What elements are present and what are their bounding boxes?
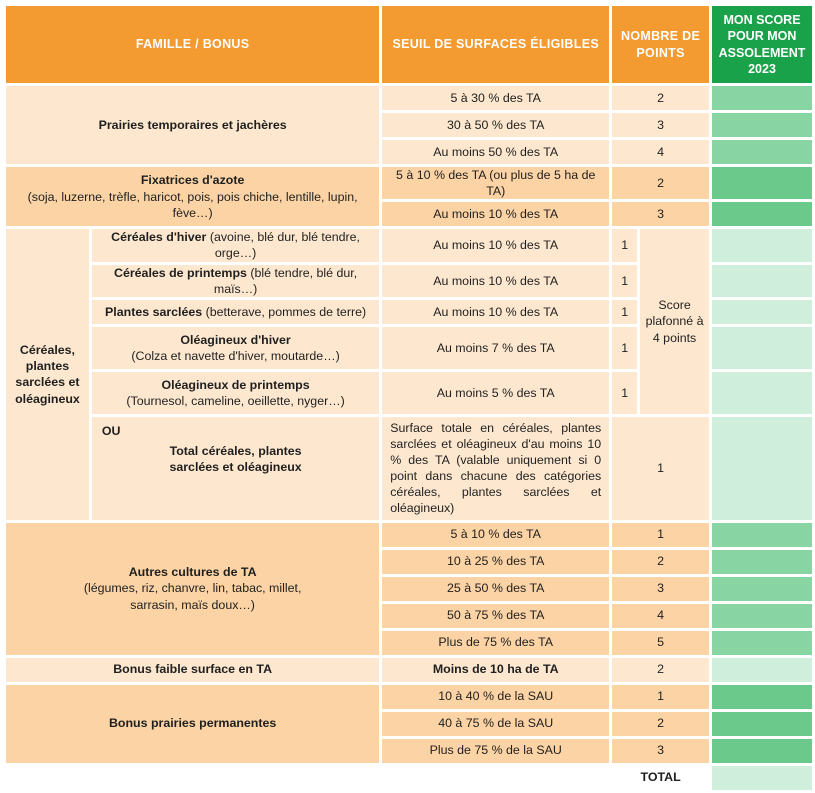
points-cell: 3 — [612, 113, 709, 137]
cap-note: Score plafonné à 4 points — [640, 229, 709, 414]
score-input-cell[interactable] — [712, 685, 812, 709]
total-spacer — [6, 766, 609, 790]
points-cell: 1 — [612, 265, 637, 297]
total-score-cell[interactable] — [712, 766, 812, 790]
seuil-cell: Au moins 50 % des TA — [382, 140, 609, 164]
cereales-item — [92, 229, 379, 261]
score-input-cell[interactable] — [712, 658, 812, 682]
table-row — [6, 417, 812, 520]
points-cell: 2 — [612, 550, 709, 574]
points-cell: 1 — [612, 685, 709, 709]
cereales-item — [92, 300, 379, 324]
seuil-cell: 30 à 50 % des TA — [382, 113, 609, 137]
seuil-cell: 50 à 75 % des TA — [382, 604, 609, 628]
score-input-cell[interactable] — [712, 167, 812, 199]
fixatrices-label — [6, 167, 379, 226]
header-points: NOMBRE DE POINTS — [612, 6, 709, 83]
score-input-cell[interactable] — [712, 523, 812, 547]
score-input-cell[interactable] — [712, 327, 812, 369]
total-row — [6, 766, 812, 790]
cereales-total-item — [92, 417, 379, 520]
score-input-cell[interactable] — [712, 300, 812, 324]
seuil-cell: Plus de 75 % des TA — [382, 631, 609, 655]
table-row — [6, 685, 812, 709]
total-label: TOTAL — [612, 766, 709, 790]
fixatrices-title: Fixatrices d'azote — [140, 173, 245, 188]
score-table — [3, 3, 815, 793]
score-input-cell[interactable] — [712, 417, 812, 520]
points-cell: 2 — [612, 167, 709, 199]
points-cell: 5 — [612, 631, 709, 655]
points-cell: 3 — [612, 577, 709, 601]
bonus-faible-label: Bonus faible surface en TA — [6, 658, 379, 682]
table-row — [6, 167, 812, 199]
bonus-prairies-label: Bonus prairies permanentes — [6, 685, 379, 763]
seuil-cell: 10 à 40 % de la SAU — [382, 685, 609, 709]
points-cell: 2 — [612, 712, 709, 736]
prairies-label: Prairies temporaires et jachères — [6, 86, 379, 164]
points-cell: 4 — [612, 604, 709, 628]
score-input-cell[interactable] — [712, 550, 812, 574]
points-cell: 2 — [612, 86, 709, 110]
score-input-cell[interactable] — [712, 140, 812, 164]
score-input-cell[interactable] — [712, 372, 812, 414]
item-name: Céréales de printemps — [114, 265, 247, 280]
table-row — [6, 523, 812, 547]
header-seuil: SEUIL DE SURFACES ÉLIGIBLES — [382, 6, 609, 83]
item-name: Total céréales, plantes sarclées et oléagineux — [169, 443, 302, 474]
table-row — [6, 229, 812, 261]
seuil-cell: Surface totale en céréales, plantes sarclées et oléagineux d'au moins 10 % des TA (valable uniquement si 0 point dans chacune des catégories céréales, plantes sarclées et oléagineux) — [382, 417, 609, 520]
autres-detail: (légumes, riz, chanvre, lin, tabac, millet, sarrasin, maïs doux…) — [83, 581, 302, 612]
seuil-cell: Au moins 5 % des TA — [382, 372, 609, 414]
autres-label — [6, 523, 379, 655]
cereales-item — [92, 265, 379, 297]
fixatrices-detail: (soja, luzerne, trèfle, haricot, pois, pois chiche, lentille, lupin, fève…) — [27, 189, 358, 220]
points-cell: 2 — [612, 658, 709, 682]
seuil-cell: Au moins 10 % des TA — [382, 265, 609, 297]
score-input-cell[interactable] — [712, 113, 812, 137]
seuil-cell: Au moins 10 % des TA — [382, 229, 609, 261]
seuil-cell: Moins de 10 ha de TA — [382, 658, 609, 682]
item-detail: (betterave, pommes de terre) — [202, 304, 367, 319]
points-cell: 1 — [612, 523, 709, 547]
cereales-group-label: Céréales, plantes sarclées et oléagineux — [6, 229, 89, 519]
points-cell: 1 — [612, 417, 709, 520]
item-detail: (Colza et navette d'hiver, moutarde…) — [131, 348, 340, 363]
points-cell: 1 — [612, 300, 637, 324]
item-name: Plantes sarclées — [105, 304, 203, 319]
points-cell: 1 — [612, 229, 637, 261]
item-name: Céréales d'hiver — [111, 230, 207, 245]
table-row — [6, 86, 812, 110]
seuil-cell: 10 à 25 % des TA — [382, 550, 609, 574]
item-detail: (Tournesol, cameline, oeillette, nyger…) — [126, 393, 345, 408]
score-input-cell[interactable] — [712, 739, 812, 763]
seuil-cell: 5 à 10 % des TA (ou plus de 5 ha de TA) — [382, 167, 609, 199]
score-input-cell[interactable] — [712, 631, 812, 655]
cereales-item — [92, 327, 379, 369]
score-input-cell[interactable] — [712, 86, 812, 110]
score-input-cell[interactable] — [712, 604, 812, 628]
seuil-cell: Au moins 10 % des TA — [382, 202, 609, 226]
points-cell: 1 — [612, 372, 637, 414]
header-score: MON SCORE POUR MON ASSOLEMENT 2023 — [712, 6, 812, 83]
points-cell: 4 — [612, 140, 709, 164]
seuil-cell: Plus de 75 % de la SAU — [382, 739, 609, 763]
score-input-cell[interactable] — [712, 712, 812, 736]
header-famille: FAMILLE / BONUS — [6, 6, 379, 83]
item-detail: (avoine, blé dur, blé tendre, orge…) — [206, 230, 360, 261]
seuil-cell: Au moins 10 % des TA — [382, 300, 609, 324]
points-cell: 3 — [612, 739, 709, 763]
score-input-cell[interactable] — [712, 265, 812, 297]
item-name: Oléagineux de printemps — [161, 377, 310, 392]
seuil-cell: Au moins 7 % des TA — [382, 327, 609, 369]
seuil-cell: 25 à 50 % des TA — [382, 577, 609, 601]
item-name: Oléagineux d'hiver — [180, 332, 291, 347]
score-input-cell[interactable] — [712, 202, 812, 226]
ou-label: OU — [101, 423, 121, 438]
seuil-cell: 5 à 30 % des TA — [382, 86, 609, 110]
seuil-cell: 40 à 75 % de la SAU — [382, 712, 609, 736]
score-input-cell[interactable] — [712, 577, 812, 601]
seuil-cell: 5 à 10 % des TA — [382, 523, 609, 547]
cereales-item — [92, 372, 379, 414]
points-cell: 1 — [612, 327, 637, 369]
header-row — [6, 6, 812, 83]
table-row — [6, 658, 812, 682]
autres-title: Autres cultures de TA — [128, 565, 257, 580]
item-detail: (blé tendre, blé dur, maïs…) — [213, 265, 358, 296]
score-input-cell[interactable] — [712, 229, 812, 261]
points-cell: 3 — [612, 202, 709, 226]
